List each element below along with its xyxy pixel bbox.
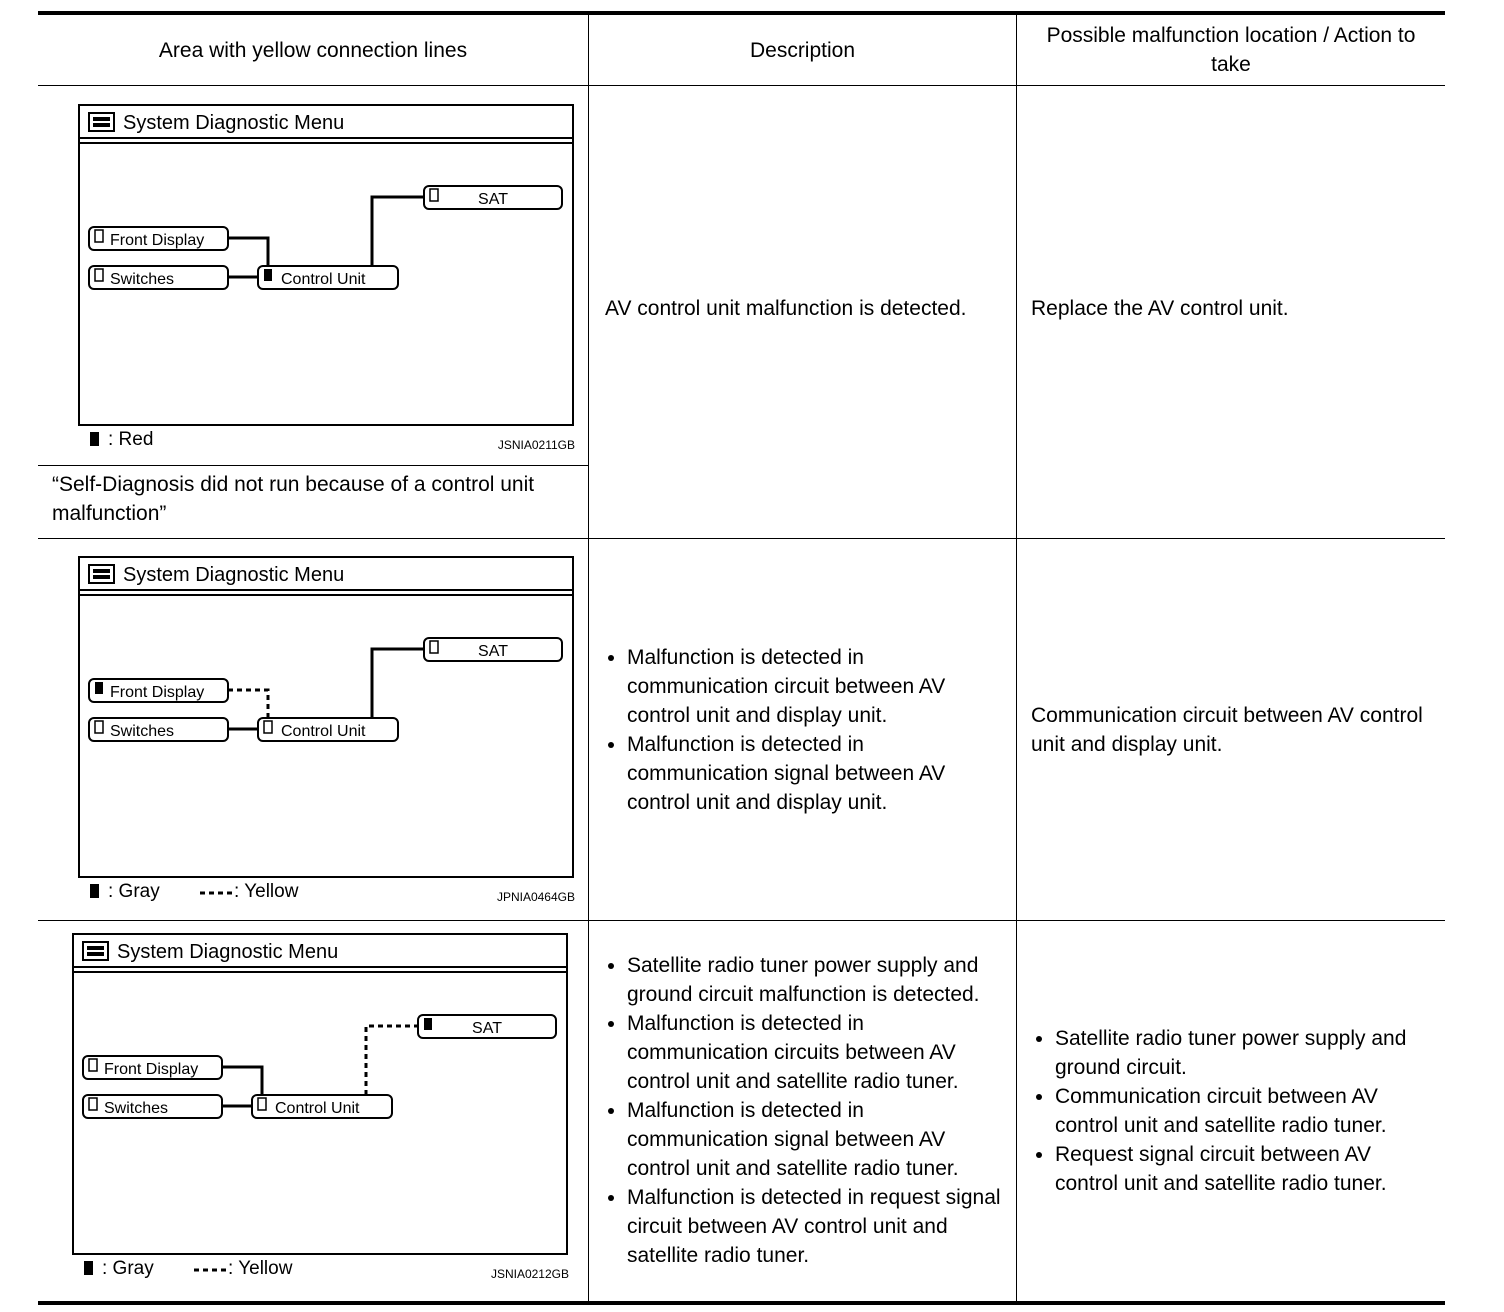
header-row xyxy=(38,13,1445,86)
action-list xyxy=(1017,1024,1445,1198)
legend-line-text: : Yellow xyxy=(234,881,299,902)
table-row xyxy=(38,86,1445,539)
legend-line-text: : Yellow xyxy=(228,1258,293,1279)
node-switches xyxy=(89,266,228,289)
description-cell xyxy=(589,86,1017,539)
figure-code: JSNIA0212GB xyxy=(490,1267,569,1281)
node-front-display xyxy=(89,679,228,702)
legend-marker-icon xyxy=(84,1261,93,1275)
description-list xyxy=(589,643,1016,817)
legend-marker-text: : Red xyxy=(108,429,154,450)
node-control-unit xyxy=(252,1095,392,1118)
svg-text:Switches: Switches xyxy=(110,271,175,288)
svg-text:SAT: SAT xyxy=(478,643,508,660)
list-item: • Satellite radio tuner power supply and ground circuit malfunction is detected. xyxy=(627,951,1008,1009)
list-item: • Malfunction is detected in communication signal between AV control unit and display unit. xyxy=(627,730,1008,817)
area-cell xyxy=(38,539,589,921)
description-list xyxy=(589,951,1016,1270)
svg-text:Control Unit: Control Unit xyxy=(275,1100,360,1117)
system-diagnostic-diagram xyxy=(78,104,578,454)
list-item: • Malfunction is detected in communication circuit between AV control unit and display unit. xyxy=(627,643,1008,730)
svg-text:Control Unit: Control Unit xyxy=(281,271,366,288)
diagram-title: System Diagnostic Menu xyxy=(117,941,339,963)
table-row xyxy=(38,921,1445,1303)
list-item: • Malfunction is detected in request signal circuit between AV control unit and satellite radio tuner. xyxy=(627,1183,1008,1270)
action-cell xyxy=(1017,539,1446,921)
diagram-title: System Diagnostic Menu xyxy=(123,564,345,586)
list-item: • Request signal circuit between AV control unit and satellite radio tuner. xyxy=(1055,1140,1437,1198)
legend-marker-text: : Gray xyxy=(102,1258,154,1279)
header-area: Area with yellow connection lines xyxy=(38,13,589,86)
svg-text:Switches: Switches xyxy=(104,1100,169,1117)
description-text: AV control unit malfunction is detected. xyxy=(605,297,967,320)
system-diagnostic-diagram xyxy=(72,933,572,1283)
node-control-unit xyxy=(258,266,398,289)
header-action: Possible malfunction location / Action to take xyxy=(1017,13,1446,86)
table-row xyxy=(38,539,1445,921)
node-control-unit xyxy=(258,718,398,741)
note-text: “Self-Diagnosis did not run because of a control unit malfunction” xyxy=(38,465,588,538)
node-sat xyxy=(418,1015,556,1038)
description-cell xyxy=(589,539,1017,921)
action-cell xyxy=(1017,921,1446,1303)
svg-text:Front Display: Front Display xyxy=(110,232,205,249)
node-sat xyxy=(424,638,562,661)
svg-text:Control Unit: Control Unit xyxy=(281,723,366,740)
list-item: • Malfunction is detected in communication signal between AV control unit and satellite radio tuner. xyxy=(627,1096,1008,1183)
svg-text:SAT: SAT xyxy=(478,191,508,208)
svg-text:Front Display: Front Display xyxy=(110,684,205,701)
action-text: Replace the AV control unit. xyxy=(1031,297,1289,320)
legend-marker-icon xyxy=(90,432,99,446)
list-item: • Malfunction is detected in communication circuits between AV control unit and satellite radio tuner. xyxy=(627,1009,1008,1096)
area-cell xyxy=(38,86,589,539)
area-cell xyxy=(38,921,589,1303)
diagnosis-table xyxy=(38,11,1445,1305)
header-description: Description xyxy=(589,13,1017,86)
svg-text:Switches: Switches xyxy=(110,723,175,740)
diagram-title: System Diagnostic Menu xyxy=(123,112,345,134)
node-front-display xyxy=(89,227,228,250)
system-diagnostic-diagram xyxy=(78,556,578,906)
action-text: Communication circuit between AV control unit and display unit. xyxy=(1031,703,1423,756)
node-switches xyxy=(89,718,228,741)
description-cell xyxy=(589,921,1017,1303)
node-sat xyxy=(424,186,562,209)
list-item: • Satellite radio tuner power supply and ground circuit. xyxy=(1055,1024,1437,1082)
legend-marker-icon xyxy=(90,884,99,898)
svg-text:SAT: SAT xyxy=(472,1020,502,1037)
node-front-display xyxy=(83,1056,222,1079)
action-cell xyxy=(1017,86,1446,539)
legend-marker-text: : Gray xyxy=(108,881,160,902)
svg-text:Front Display: Front Display xyxy=(104,1061,199,1078)
node-switches xyxy=(83,1095,222,1118)
figure-code: JPNIA0464GB xyxy=(496,890,575,904)
list-item: • Communication circuit between AV control unit and satellite radio tuner. xyxy=(1055,1082,1437,1140)
figure-code: JSNIA0211GB xyxy=(497,438,575,452)
